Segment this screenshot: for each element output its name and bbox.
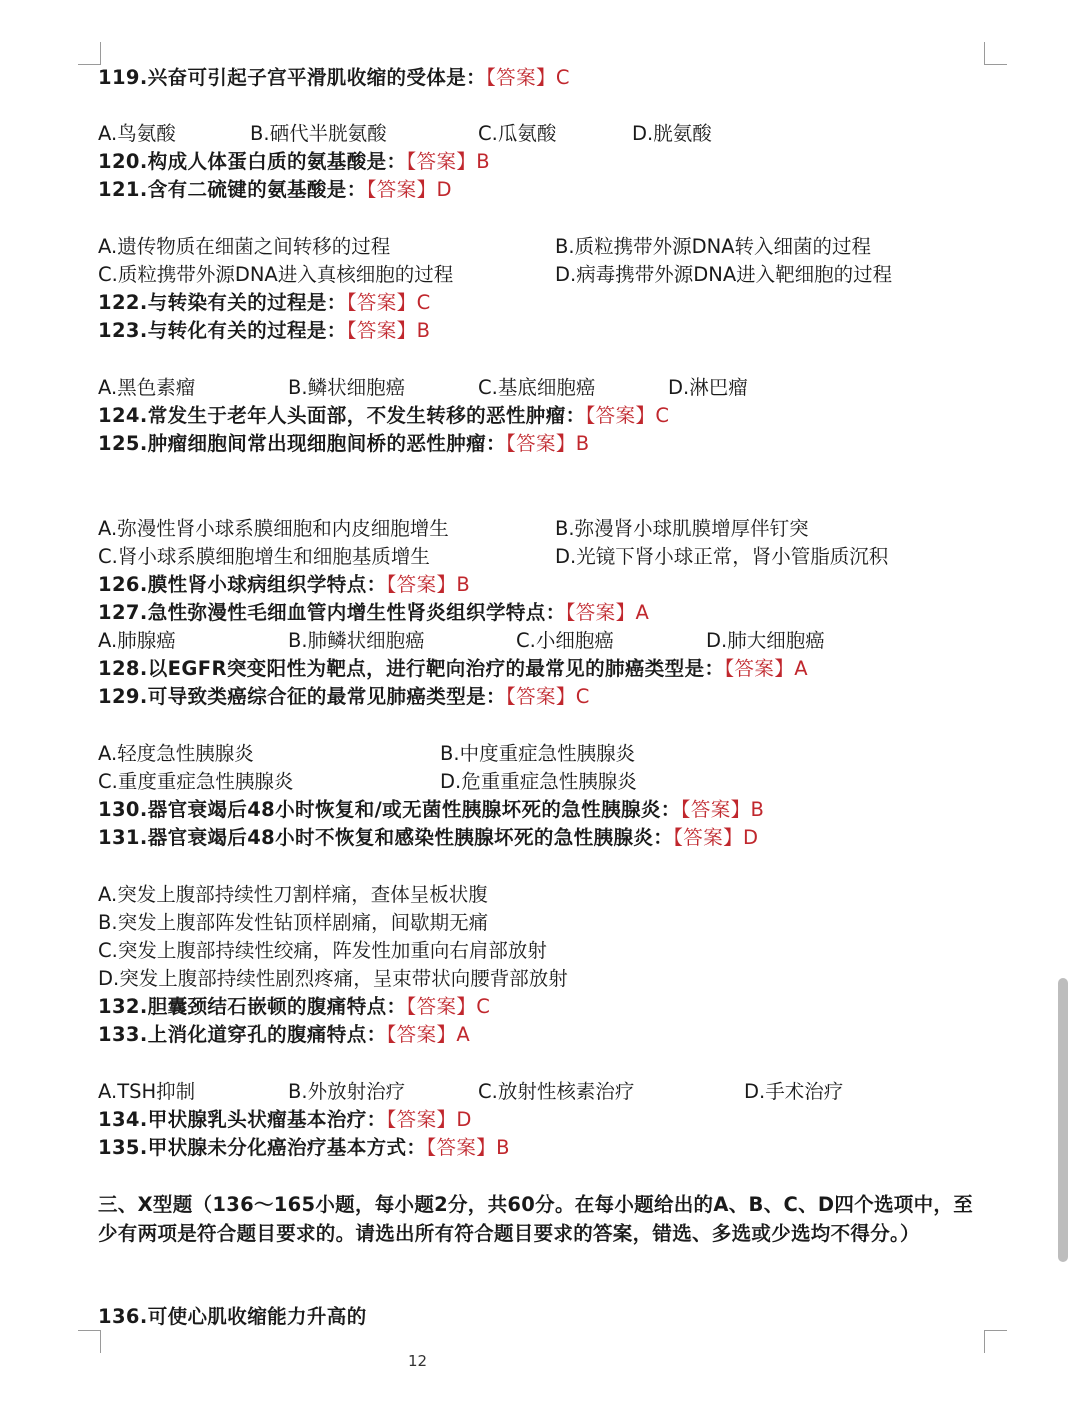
option-d: D.病毒携带外源DNA进入靶细胞的过程 (555, 263, 893, 286)
question-131 (98, 824, 758, 852)
option-d: D.胱氨酸 (632, 122, 712, 145)
option-c: C.放射性核素治疗 (478, 1080, 635, 1103)
answer-label: 【答案】B (346, 319, 431, 342)
answer-label: 【答案】B (386, 573, 471, 596)
option-d: D.光镜下肾小球正常，肾小管脂质沉积 (555, 545, 889, 568)
question-text: 134.甲状腺乳头状瘤基本治疗： (98, 1108, 387, 1131)
answer-label: 【答案】B (505, 432, 590, 455)
option-b: B.突发上腹部阵发性钻顶样剧痛，间歇期无痛 (98, 911, 489, 934)
answer-label: 【答案】A (565, 601, 650, 624)
answer-label: 【答案】D (386, 1108, 472, 1131)
question-136 (98, 1303, 367, 1331)
crop-mark-bottom-right (984, 1330, 1007, 1353)
option-b: B.质粒携带外源DNA转入细菌的过程 (555, 235, 872, 258)
option-d: D.肺大细胞癌 (706, 629, 825, 652)
question-text: 133.上消化道穿孔的腹痛特点： (98, 1023, 387, 1046)
option-a: A.遗传物质在细菌之间转移的过程 (98, 235, 391, 258)
question-127 (98, 599, 649, 627)
answer-label: 【答案】C (585, 404, 670, 427)
option-c: C.小细胞癌 (516, 629, 614, 652)
question-text: 124.常发生于老年人头面部，不发生转移的恶性肿瘤： (98, 404, 586, 427)
crop-mark-bottom-left (78, 1330, 101, 1353)
option-d: D.突发上腹部持续性剧烈疼痛，呈束带状向腰背部放射 (98, 967, 568, 990)
question-text: 130.器官衰竭后48小时恢复和/或无菌性胰腺坏死的急性胰腺炎： (98, 798, 681, 821)
question-text: 121.含有二硫键的氨基酸是： (98, 178, 367, 201)
question-text: 125.肿瘤细胞间常出现细胞间桥的恶性肿瘤： (98, 432, 506, 455)
option-a: A.突发上腹部持续性刀割样痛，查体呈板状腹 (98, 883, 488, 906)
question-text: 128.以EGFR突变阳性为靶点，进行靶向治疗的最常见的肺癌类型是： (98, 657, 725, 680)
answer-label: 【答案】D (673, 826, 759, 849)
question-text: 131.器官衰竭后48小时不恢复和感染性胰腺坏死的急性胰腺炎： (98, 826, 674, 849)
question-125 (98, 430, 590, 458)
answer-label: 【答案】C (505, 685, 590, 708)
question-126 (98, 571, 470, 599)
question-text: 126.膜性肾小球病组织学特点： (98, 573, 387, 596)
question-119 (98, 64, 570, 92)
scrollbar-thumb[interactable] (1058, 978, 1068, 1262)
answer-label: 【答案】C (406, 995, 491, 1018)
option-c: C.肾小球系膜细胞增生和细胞基质增生 (98, 545, 430, 568)
question-text: 120.构成人体蛋白质的氨基酸是： (98, 150, 407, 173)
option-d: D.手术治疗 (744, 1080, 844, 1103)
option-c: C.质粒携带外源DNA进入真核细胞的过程 (98, 263, 454, 286)
option-c: C.突发上腹部持续性绞痛，阵发性加重向右肩部放射 (98, 939, 547, 962)
option-b: B.鳞状细胞癌 (288, 376, 406, 399)
question-text: 132.胆囊颈结石嵌顿的腹痛特点： (98, 995, 407, 1018)
question-130 (98, 796, 764, 824)
question-135 (98, 1134, 510, 1162)
question-133 (98, 1021, 470, 1049)
option-b: B.中度重症急性胰腺炎 (440, 742, 636, 765)
question-129 (98, 683, 590, 711)
option-d: D.淋巴瘤 (668, 376, 748, 399)
question-124 (98, 402, 669, 430)
answer-label: 【答案】B (680, 798, 765, 821)
option-c: C.瓜氨酸 (478, 122, 557, 145)
question-text: 127.急性弥漫性毛细血管内增生性肾炎组织学特点： (98, 601, 566, 624)
question-text: 122.与转染有关的过程是： (98, 291, 347, 314)
question-text: 129.可导致类癌综合征的最常见肺癌类型是： (98, 685, 506, 708)
question-134 (98, 1106, 472, 1134)
option-c: C.基底细胞癌 (478, 376, 596, 399)
question-text: 123.与转化有关的过程是： (98, 319, 347, 342)
option-a: A.轻度急性胰腺炎 (98, 742, 254, 765)
question-121 (98, 176, 452, 204)
option-b: B.硒代半胱氨酸 (250, 122, 387, 145)
answer-label: 【答案】D (366, 178, 452, 201)
answer-label: 【答案】C (346, 291, 431, 314)
option-a: A.鸟氨酸 (98, 122, 176, 145)
option-b: B.弥漫肾小球肌膜增厚伴钉突 (555, 517, 809, 540)
question-text: 135.甲状腺未分化癌治疗基本方式： (98, 1136, 427, 1159)
option-b: B.肺鳞状细胞癌 (288, 629, 425, 652)
option-b: B.外放射治疗 (288, 1080, 406, 1103)
option-d: D.危重重症急性胰腺炎 (440, 770, 637, 793)
option-c: C.重度重症急性胰腺炎 (98, 770, 294, 793)
answer-label: 【答案】B (426, 1136, 510, 1159)
answer-label: 【答案】C (486, 66, 570, 89)
answer-label: 【答案】B (406, 150, 491, 173)
question-text: 119.兴奋可引起子宫平滑肌收缩的受体是： (98, 66, 487, 89)
page-number: 12 (408, 1352, 428, 1370)
question-122 (98, 289, 431, 317)
question-128 (98, 655, 808, 683)
option-a: A.黑色素瘤 (98, 376, 196, 399)
crop-mark-top-right (984, 42, 1007, 65)
answer-label: 【答案】A (386, 1023, 471, 1046)
option-a: A.弥漫性肾小球系膜细胞和内皮细胞增生 (98, 517, 449, 540)
crop-mark-top-left (78, 42, 101, 65)
section-heading: 三、X型题（136～165小题，每小题2分，共60分。在每小题给出的A、B、C、D四个选项中，至少有两项是符合题目要求的。请选出所有符合题目要求的答案，错选、多选或少选均不得分。） (98, 1193, 973, 1245)
question-123 (98, 317, 430, 345)
answer-label: 【答案】A (724, 657, 808, 680)
question-120 (98, 148, 490, 176)
question-132 (98, 993, 490, 1021)
option-a: A.肺腺癌 (98, 629, 176, 652)
question-text: 136.可使心肌收缩能力升高的 (98, 1305, 367, 1328)
option-a: A.TSH抑制 (98, 1080, 196, 1103)
